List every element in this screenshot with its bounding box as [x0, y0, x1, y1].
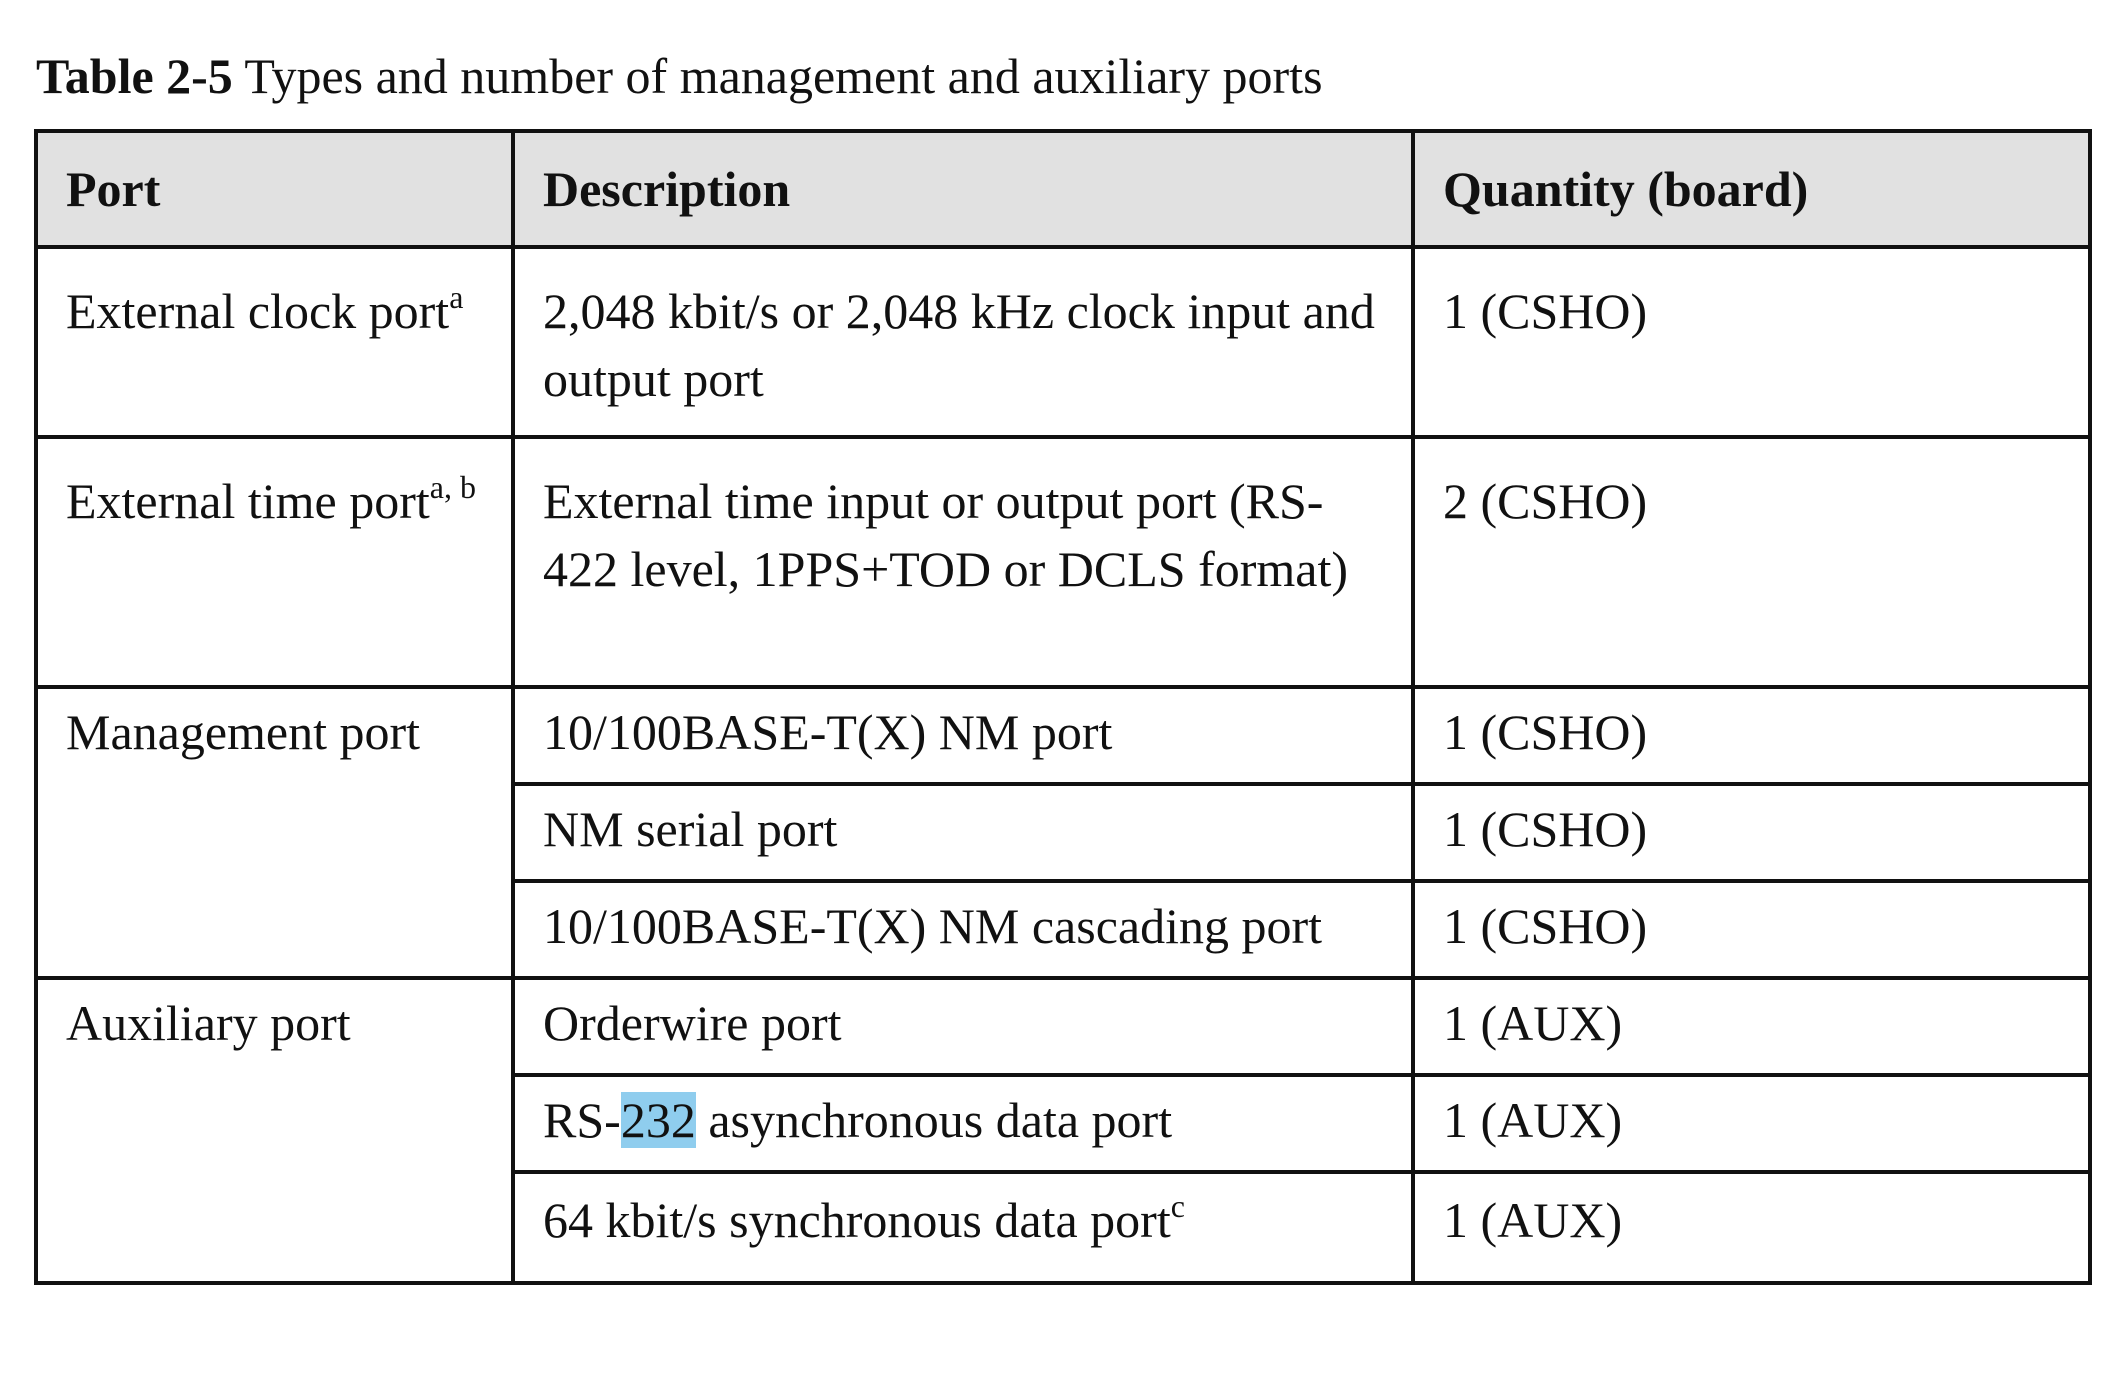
description-cell: Orderwire port: [513, 978, 1413, 1075]
header-description: Description: [513, 131, 1413, 247]
quantity-cell: 1 (CSHO): [1413, 784, 2090, 881]
port-name: External time port: [66, 473, 430, 529]
caption-text: Types and number of management and auxiliary ports: [232, 48, 1323, 104]
description-cell: NM serial port: [513, 784, 1413, 881]
quantity-cell: 1 (AUX): [1413, 978, 2090, 1075]
search-highlight: 232: [620, 1092, 696, 1148]
port-cell: [36, 247, 513, 437]
table-row: [36, 247, 2090, 437]
port-cell: Management port: [36, 687, 513, 978]
description-cell: 10/100BASE-T(X) NM cascading port: [513, 881, 1413, 978]
footnote-marker: a: [449, 279, 464, 315]
description-cell: [513, 1075, 1413, 1172]
description-text: 64 kbit/s synchronous data port: [543, 1192, 1171, 1248]
footnote-marker: c: [1170, 1188, 1185, 1224]
description-cell: 2,048 kbit/s or 2,048 kHz clock input and output port: [513, 247, 1413, 437]
description-cell: 10/100BASE-T(X) NM port: [513, 687, 1413, 784]
description-cell: [513, 1172, 1413, 1283]
port-name: External clock port: [66, 283, 450, 339]
table-caption: [36, 44, 1323, 108]
quantity-cell: 1 (CSHO): [1413, 687, 2090, 784]
description-prefix: RS-: [543, 1092, 621, 1148]
footnote-marker: a, b: [429, 469, 476, 505]
port-cell: [36, 437, 513, 687]
quantity-cell: 1 (AUX): [1413, 1075, 2090, 1172]
header-port: Port: [36, 131, 513, 247]
table-header-row: [36, 131, 2090, 247]
port-cell: Auxiliary port: [36, 978, 513, 1283]
table-row: [36, 978, 2090, 1075]
quantity-cell: 2 (CSHO): [1413, 437, 2090, 687]
quantity-cell: 1 (CSHO): [1413, 247, 2090, 437]
description-suffix: asynchronous data port: [695, 1092, 1173, 1148]
quantity-cell: 1 (CSHO): [1413, 881, 2090, 978]
ports-table: [34, 129, 2092, 1285]
header-quantity: Quantity (board): [1413, 131, 2090, 247]
description-cell: External time input or output port (RS-422 level, 1PPS+TOD or DCLS format): [513, 437, 1413, 687]
quantity-cell: 1 (AUX): [1413, 1172, 2090, 1283]
table-row: [36, 687, 2090, 784]
caption-label: Table 2-5: [36, 48, 233, 104]
table-row: [36, 437, 2090, 687]
